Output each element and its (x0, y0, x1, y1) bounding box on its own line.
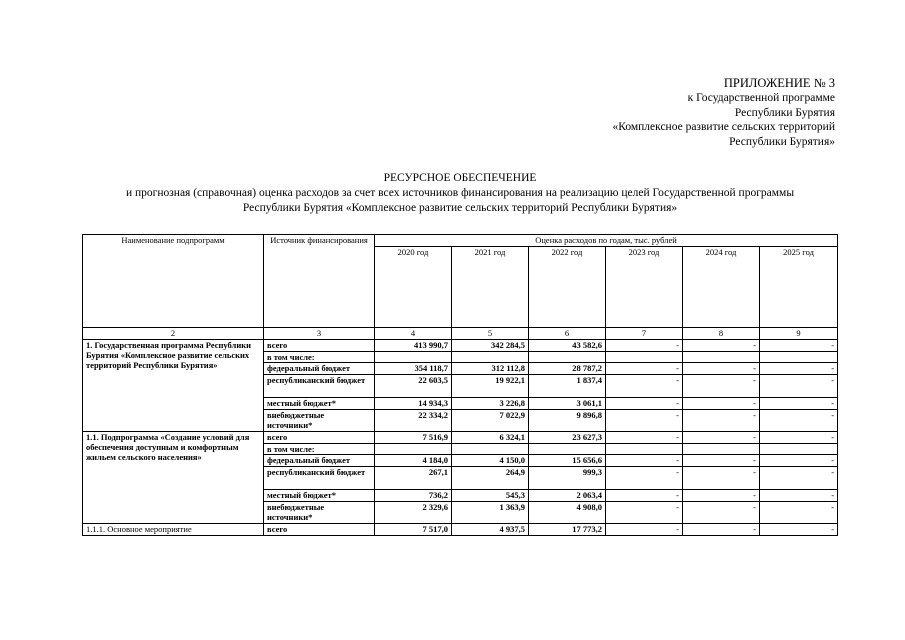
funding-source: в том числе: (264, 444, 375, 455)
amount-cell: 7 022,9 (452, 410, 529, 432)
amount-cell: - (606, 432, 683, 444)
column-number: 2 (83, 328, 264, 340)
amount-cell: 264,9 (452, 467, 529, 490)
column-number: 4 (375, 328, 452, 340)
amount-cell: - (760, 398, 838, 410)
amount-cell: 6 324,1 (452, 432, 529, 444)
funding-source: внебюджетные источники* (264, 502, 375, 524)
amount-cell (452, 352, 529, 363)
header-year: 2022 год (529, 247, 606, 328)
amount-cell: 4 937,5 (452, 524, 529, 536)
amount-cell: 23 627,3 (529, 432, 606, 444)
title-heading: РЕСУРСНОЕ ОБЕСПЕЧЕНИЕ (383, 172, 537, 184)
amount-cell: 342 284,5 (452, 340, 529, 352)
amount-cell: - (606, 467, 683, 490)
amount-cell (375, 352, 452, 363)
amount-cell: - (606, 363, 683, 375)
amount-cell: - (683, 502, 760, 524)
amount-cell: - (606, 398, 683, 410)
header-year: 2023 год (606, 247, 683, 328)
amount-cell: - (760, 455, 838, 467)
column-number: 5 (452, 328, 529, 340)
header-year: 2021 год (452, 247, 529, 328)
amount-cell: 22 603,5 (375, 375, 452, 398)
column-number: 9 (760, 328, 838, 340)
column-number: 8 (683, 328, 760, 340)
amount-cell: - (683, 398, 760, 410)
amount-cell: - (760, 502, 838, 524)
funding-source: федеральный бюджет (264, 455, 375, 467)
appendix-line: Республики Бурятия» (729, 135, 835, 148)
header-year: 2020 год (375, 247, 452, 328)
document-title (60, 171, 860, 216)
amount-cell: - (606, 455, 683, 467)
funding-source: местный бюджет* (264, 398, 375, 410)
amount-cell: 1 837,4 (529, 375, 606, 398)
amount-cell: - (683, 410, 760, 432)
amount-cell (683, 352, 760, 363)
column-number: 3 (264, 328, 375, 340)
amount-cell: - (683, 432, 760, 444)
column-number: 7 (606, 328, 683, 340)
amount-cell: 43 582,6 (529, 340, 606, 352)
amount-cell: 2 063,4 (529, 490, 606, 502)
amount-cell: 14 934,3 (375, 398, 452, 410)
amount-cell: 4 908,0 (529, 502, 606, 524)
amount-cell: - (760, 490, 838, 502)
amount-cell (375, 444, 452, 455)
amount-cell (683, 444, 760, 455)
amount-cell: 4 184,0 (375, 455, 452, 467)
amount-cell: - (760, 340, 838, 352)
amount-cell: 999,3 (529, 467, 606, 490)
header-year: 2024 год (683, 247, 760, 328)
funding-source: республиканский бюджет (264, 375, 375, 398)
header-name: Наименование подпрограмм (83, 235, 264, 328)
amount-cell (760, 444, 838, 455)
amount-cell: 2 329,6 (375, 502, 452, 524)
amount-cell: 7 517,0 (375, 524, 452, 536)
header-source: Источник финансирования (264, 235, 375, 328)
funding-source: в том числе: (264, 352, 375, 363)
amount-cell: - (760, 363, 838, 375)
header-year: 2025 год (760, 247, 838, 328)
amount-cell: - (606, 375, 683, 398)
amount-cell (606, 444, 683, 455)
header-estimate: Оценка расходов по годам, тыс. рублей (375, 235, 838, 247)
amount-cell: - (683, 340, 760, 352)
column-number-row (83, 328, 838, 340)
amount-cell (529, 444, 606, 455)
amount-cell (760, 352, 838, 363)
amount-cell: 15 656,6 (529, 455, 606, 467)
amount-cell: 22 334,2 (375, 410, 452, 432)
appendix-line: «Комплексное развитие сельских территорий (612, 121, 835, 133)
subprogram-name: 1.1.1. Основное мероприятие (83, 524, 264, 536)
funding-source: федеральный бюджет (264, 363, 375, 375)
amount-cell: 28 787,2 (529, 363, 606, 375)
table-row (83, 524, 838, 536)
table-row (83, 432, 838, 444)
amount-cell: - (606, 340, 683, 352)
appendix-line: Республики Бурятия (734, 106, 835, 119)
amount-cell: - (683, 467, 760, 490)
amount-cell: 17 773,2 (529, 524, 606, 536)
amount-cell: 413 990,7 (375, 340, 452, 352)
subprogram-name: 1. Государственная программа Республики Бурятия «Комплексное развитие сельских территорий Республики Бурятия» (83, 340, 264, 432)
amount-cell: 7 516,9 (375, 432, 452, 444)
amount-cell: - (606, 490, 683, 502)
funding-source: местный бюджет* (264, 490, 375, 502)
amount-cell: - (760, 467, 838, 490)
title-line: Республики Бурятия «Комплексное развитие сельских территорий Республики Бурятия» (242, 202, 678, 214)
amount-cell: - (683, 524, 760, 536)
amount-cell: 1 363,9 (452, 502, 529, 524)
subprogram-name: 1.1. Подпрограмма «Создание условий для обеспечения доступным и комфортным жильем сельского населения» (83, 432, 264, 524)
appendix-number: ПРИЛОЖЕНИЕ № 3 (723, 76, 835, 90)
amount-cell: 312 112,8 (452, 363, 529, 375)
amount-cell: 9 896,8 (529, 410, 606, 432)
amount-cell: 267,1 (375, 467, 452, 490)
amount-cell: - (606, 524, 683, 536)
amount-cell: - (760, 432, 838, 444)
funding-source: республиканский бюджет (264, 467, 375, 490)
title-line: и прогнозная (справочная) оценка расходов за счет всех источников финансирования на реализацию целей Государственной программы (125, 187, 795, 199)
amount-cell: 3 226,8 (452, 398, 529, 410)
amount-cell: - (683, 363, 760, 375)
table-body (83, 340, 838, 536)
amount-cell: - (683, 375, 760, 398)
amount-cell: 19 922,1 (452, 375, 529, 398)
amount-cell: - (760, 375, 838, 398)
amount-cell: 354 118,7 (375, 363, 452, 375)
appendix-block (613, 76, 836, 149)
amount-cell: - (606, 502, 683, 524)
amount-cell: - (683, 455, 760, 467)
resource-table (82, 234, 838, 536)
amount-cell: 736,2 (375, 490, 452, 502)
amount-cell: 3 061,1 (529, 398, 606, 410)
funding-source: всего (264, 432, 375, 444)
amount-cell: - (760, 524, 838, 536)
funding-source: всего (264, 340, 375, 352)
column-number: 6 (529, 328, 606, 340)
table-row (83, 340, 838, 352)
amount-cell: - (683, 490, 760, 502)
amount-cell: - (760, 410, 838, 432)
funding-source: всего (264, 524, 375, 536)
amount-cell (452, 444, 529, 455)
amount-cell: 4 150,0 (452, 455, 529, 467)
funding-source: внебюджетные источники* (264, 410, 375, 432)
amount-cell (529, 352, 606, 363)
amount-cell: 545,3 (452, 490, 529, 502)
amount-cell (606, 352, 683, 363)
amount-cell: - (606, 410, 683, 432)
appendix-line: к Государственной программе (687, 92, 835, 104)
